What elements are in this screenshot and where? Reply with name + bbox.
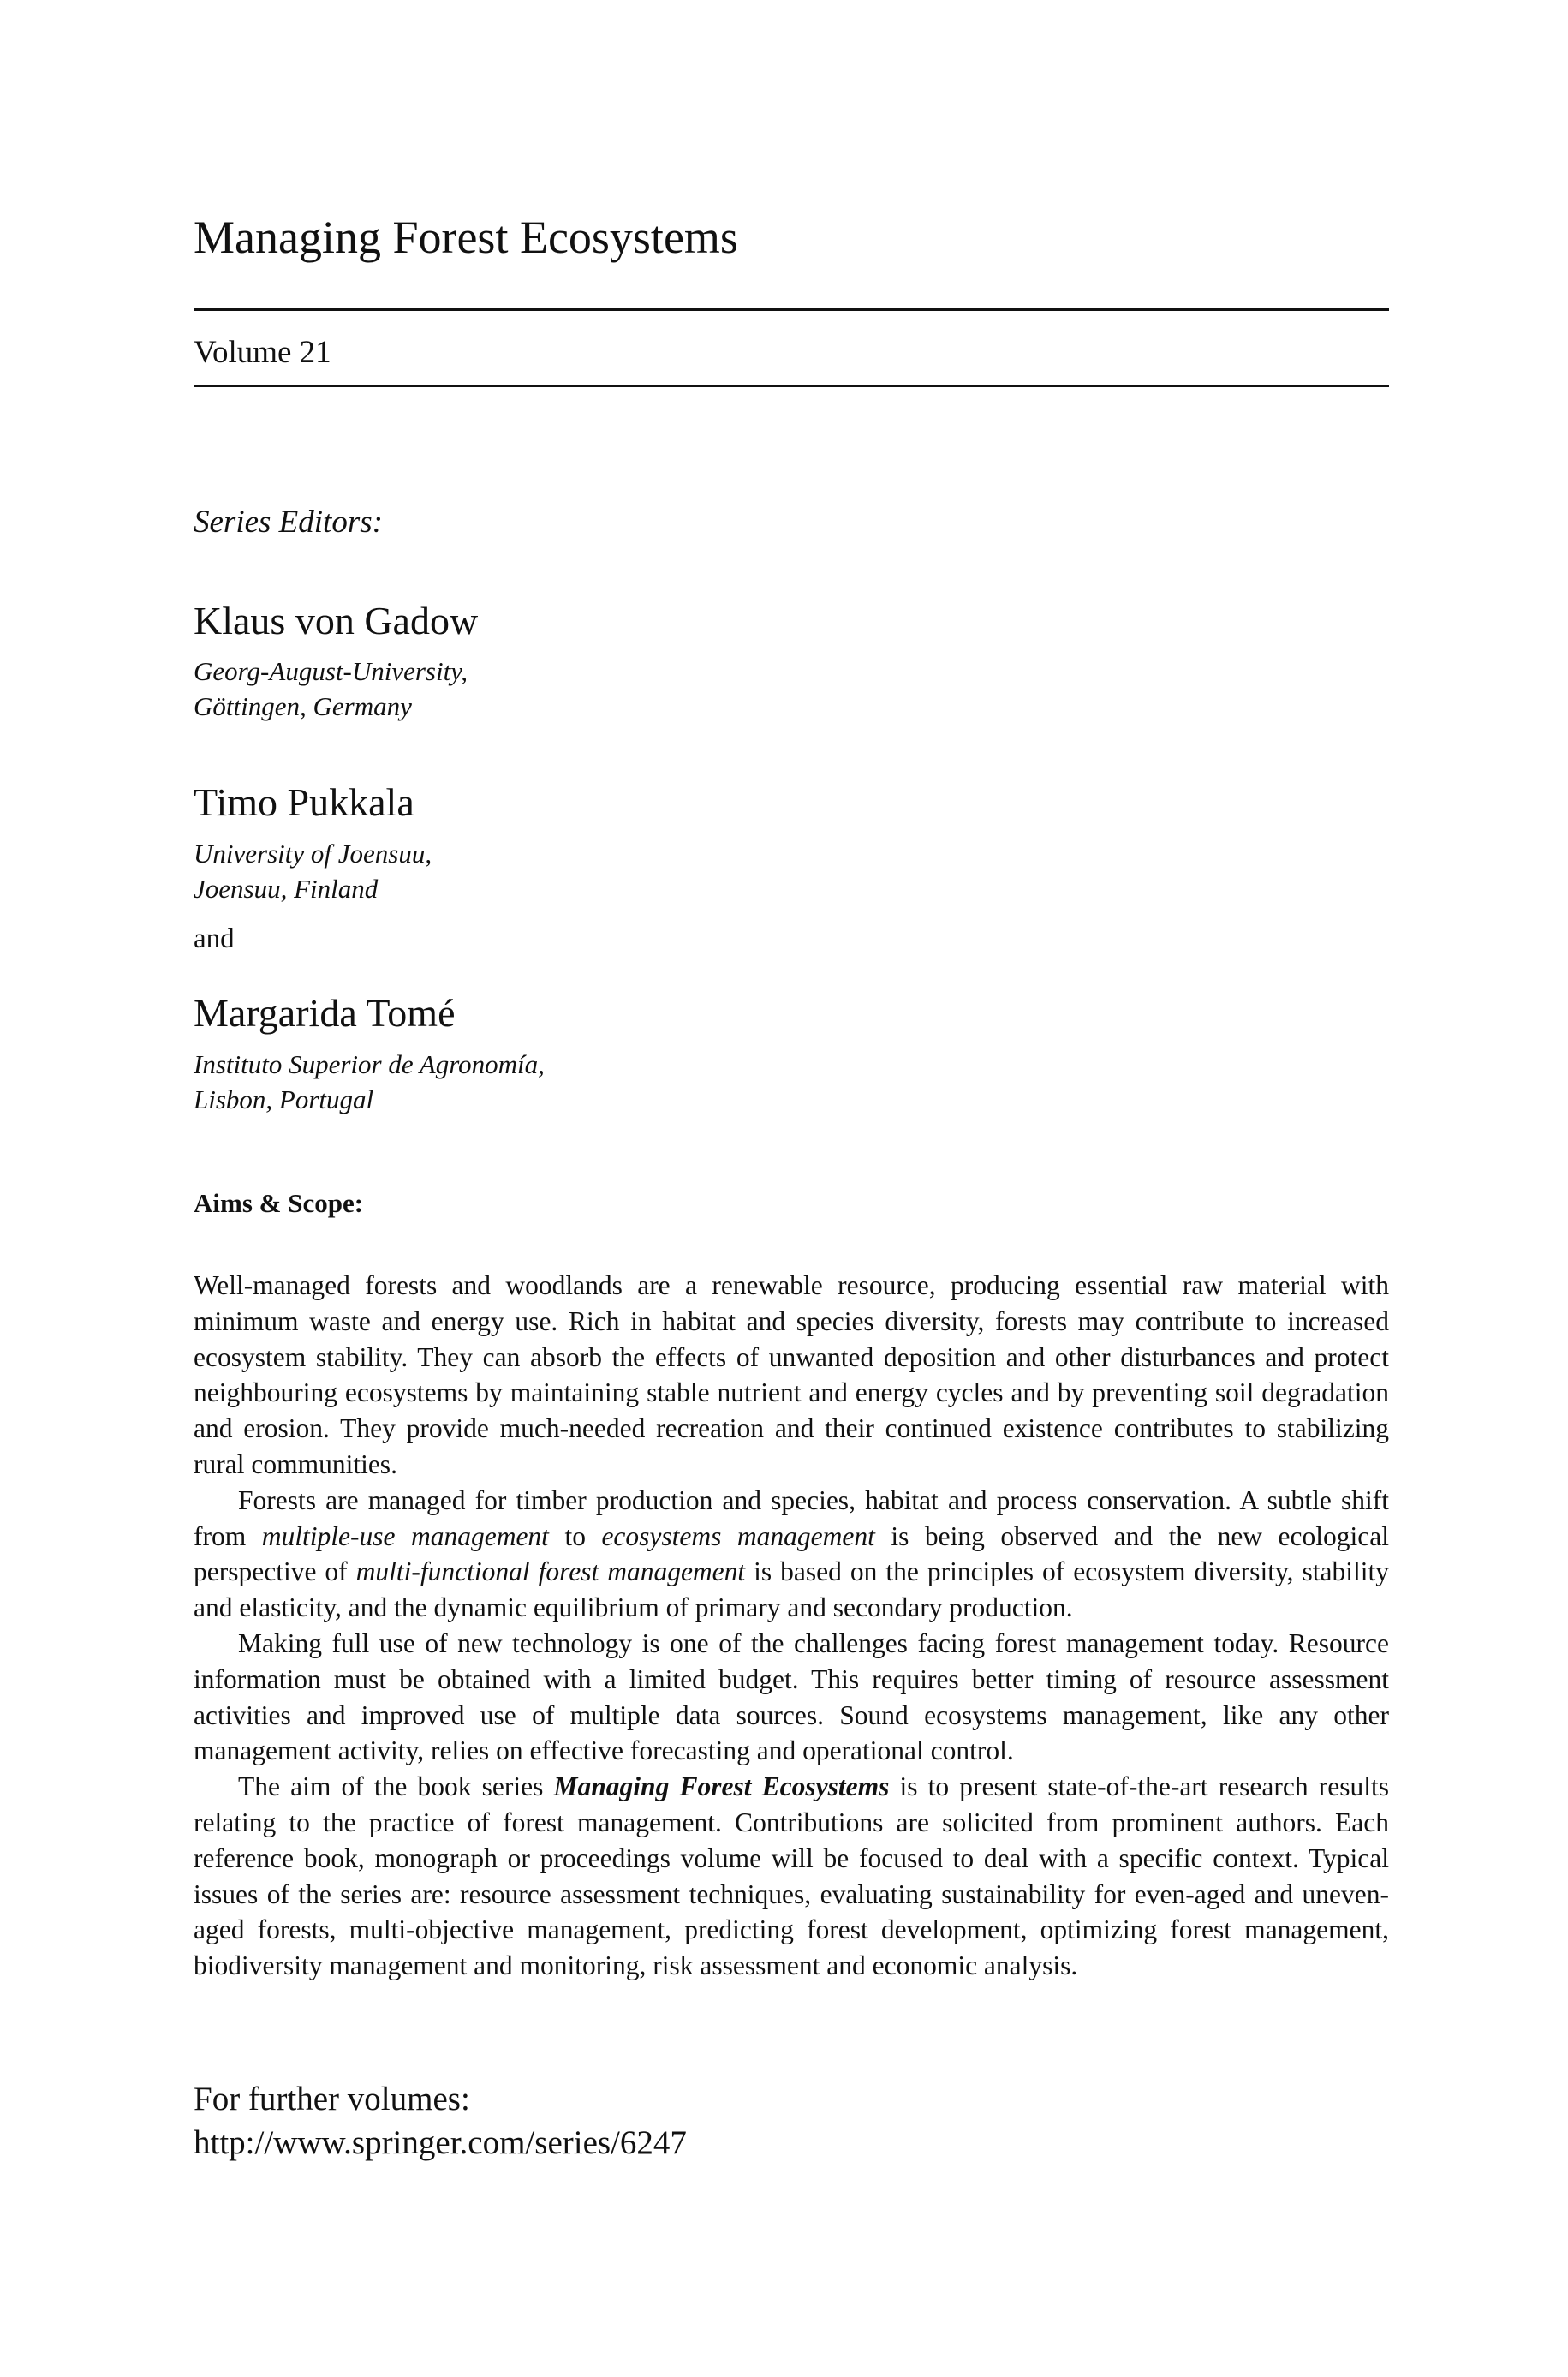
further-volumes-label: For further volumes: — [194, 2081, 470, 2117]
emphasis-term: multi-functional forest management — [355, 1556, 746, 1587]
editor-name: Margarida Tomé — [194, 991, 456, 1035]
series-title: Managing Forest Ecosystems — [194, 212, 738, 263]
editors-conjunction: and — [194, 923, 235, 954]
volume-number: Volume 21 — [194, 335, 331, 370]
editor-location: Göttingen, Germany — [194, 691, 412, 721]
aims-paragraph: Forests are managed for timber production and species, habitat and process conservation. A subtle shift from multiple-use management to ecosystems management is being observed and the new ecological perspective of multi-functional forest management is based on the principles of ecosystem diversity, stability and elasticity, and the dynamic equilibrium of primary and secondary production. — [194, 1484, 1390, 1623]
series-title-mention: Managing Forest Ecosystems — [553, 1771, 890, 1802]
aims-paragraph: Making full use of new technology is one of the challenges facing forest management today. Resource information must be obtained with a limited budget. This requires better timing of resource assessment activities and improved use of multiple data sources. Sound ecosystems management, like any other management activity, relies on effective forecasting and operational control. — [194, 1627, 1389, 1766]
emphasis-term: ecosystems management — [601, 1520, 875, 1551]
title-rule-top — [194, 308, 1389, 311]
editor-affiliation: Georg-August-University, — [194, 656, 468, 686]
aims-paragraph: Well-managed forests and woodlands are a renewable resource, producing essential raw material with minimum waste and energy use. Rich in habitat and species diversity, forests may contribute to increased ecosystem stability. They can absorb the effects of unwanted deposition and other disturbances and protect neighbouring ecosystems by maintaining stable nutrient and energy cycles and by preventing soil degradation and erosion. They provide much-needed recreation and their continued existence contributes to stabilizing rural communities. — [194, 1270, 1389, 1479]
editor-affiliation: University of Joensuu, — [194, 839, 432, 869]
aims-paragraph: The aim of the book series Managing Forest Ecosystems is to present state-of-the-art research results relating to the practice of forest management. Contributions are solicited from prominent authors. Each reference book, monograph or proceedings volume will be focused to deal with a specific context. Typical issues of the series are: resource assessment techniques, evaluating sustainability for even-aged and uneven-aged forests, multi-objective management, predicting forest development, optimizing forest management, biodiversity management and monitoring, risk assessment and economic analysis. — [194, 1771, 1389, 1981]
aims-scope-body — [194, 1268, 1389, 1984]
further-volumes — [194, 2077, 687, 2165]
editor-name: Timo Pukkala — [194, 780, 414, 824]
series-editors-label: Series Editors: — [194, 505, 383, 540]
editor-name: Klaus von Gadow — [194, 599, 479, 642]
editor-location: Joensuu, Finland — [194, 874, 379, 904]
aims-scope-heading: Aims & Scope: — [194, 1188, 364, 1218]
series-page — [194, 0, 1389, 2377]
title-rule-bottom — [194, 385, 1389, 387]
editor-affiliation: Instituto Superior de Agronomía, — [194, 1049, 545, 1079]
editor-location: Lisbon, Portugal — [194, 1084, 374, 1114]
series-url-link[interactable]: http://www.springer.com/series/6247 — [194, 2124, 687, 2161]
emphasis-term: multiple-use management — [261, 1520, 549, 1551]
